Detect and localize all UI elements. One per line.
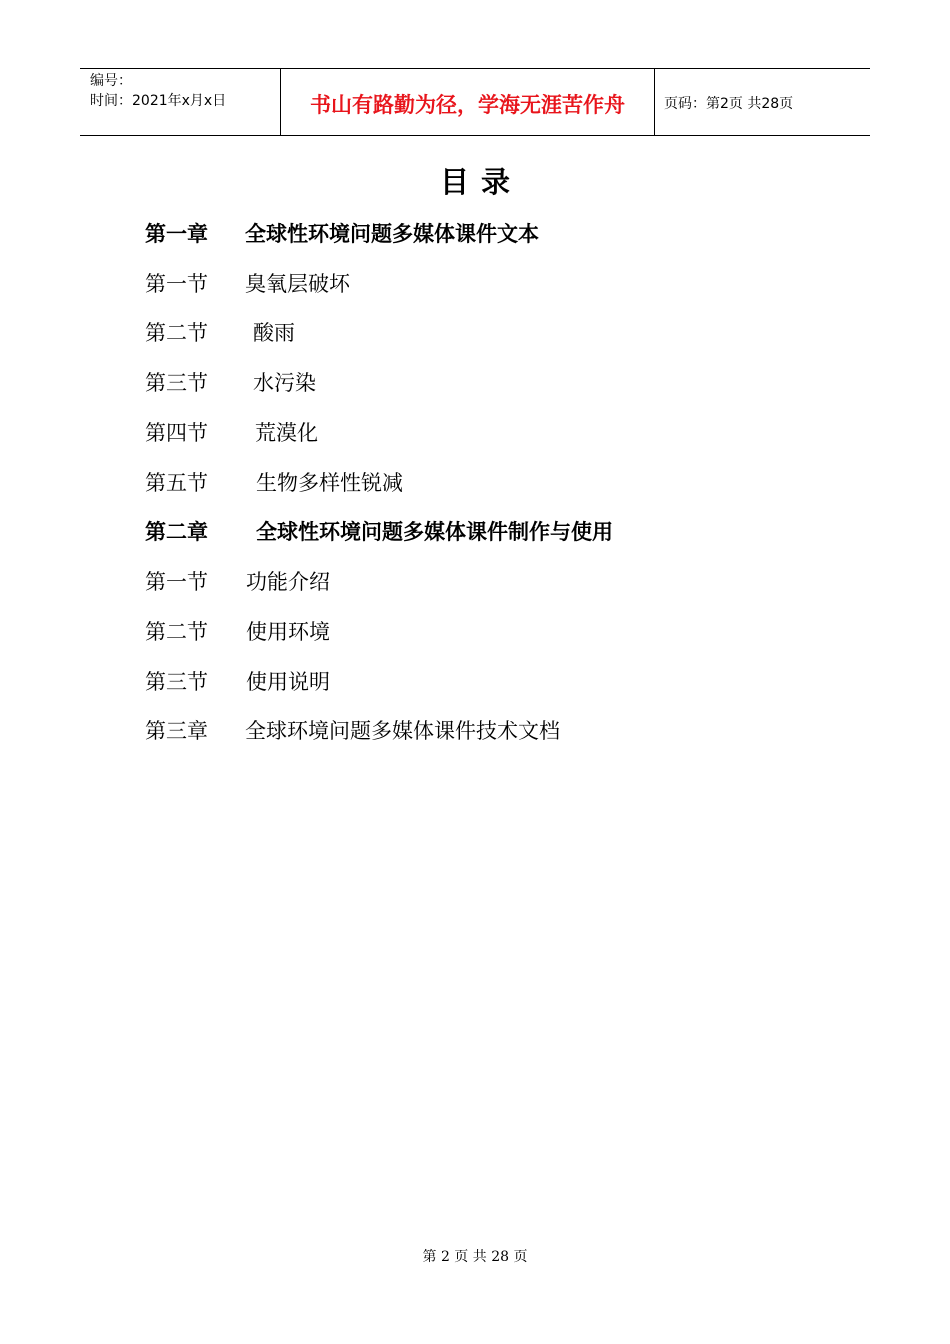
toc-entry-title: 生物多样性锐减 <box>256 471 403 495</box>
toc-title: 目录 <box>439 165 522 199</box>
header-meta <box>80 69 281 135</box>
document-number-label: 编号： <box>90 73 132 89</box>
toc-entry-title: 全球环境问题多媒体课件技术文档 <box>245 719 560 743</box>
toc-entry-number: 第一节 <box>145 272 208 296</box>
toc-entry-title: 水污染 <box>253 371 316 395</box>
toc-entry-number: 第二章 <box>145 520 208 544</box>
toc-entry-number: 第一章 <box>145 222 208 246</box>
document-time: 时间：2021年x月x日 <box>90 93 227 109</box>
toc-entry-number: 第三节 <box>145 670 208 694</box>
toc-entry-number: 第三章 <box>145 719 208 743</box>
page-footer: 第 2 页 共 28 页 <box>422 1249 528 1265</box>
page-header <box>80 68 870 136</box>
toc-entry-title: 臭氧层破坏 <box>245 272 350 296</box>
toc-entry-title: 全球性环境问题多媒体课件制作与使用 <box>256 520 613 544</box>
toc-entry-title: 功能介绍 <box>246 570 330 594</box>
toc-entry-title: 使用说明 <box>246 670 330 694</box>
toc-entry-number: 第一节 <box>145 570 208 594</box>
toc-entry-title: 全球性环境问题多媒体课件文本 <box>245 222 539 246</box>
header-page-info: 页码：第2页 共28页 <box>664 96 794 112</box>
toc-entry-title: 酸雨 <box>253 321 295 345</box>
toc-entry-title: 荒漠化 <box>255 421 318 445</box>
toc-entry-number: 第五节 <box>145 471 208 495</box>
header-motto: 书山有路勤为径，学海无涯苦作舟 <box>281 69 655 135</box>
toc-entry-number: 第四节 <box>145 421 208 445</box>
toc-entry-title: 使用环境 <box>246 620 330 644</box>
toc-entry-number: 第二节 <box>145 620 208 644</box>
toc-entry-number: 第二节 <box>145 321 208 345</box>
toc-entry-number: 第三节 <box>145 371 208 395</box>
